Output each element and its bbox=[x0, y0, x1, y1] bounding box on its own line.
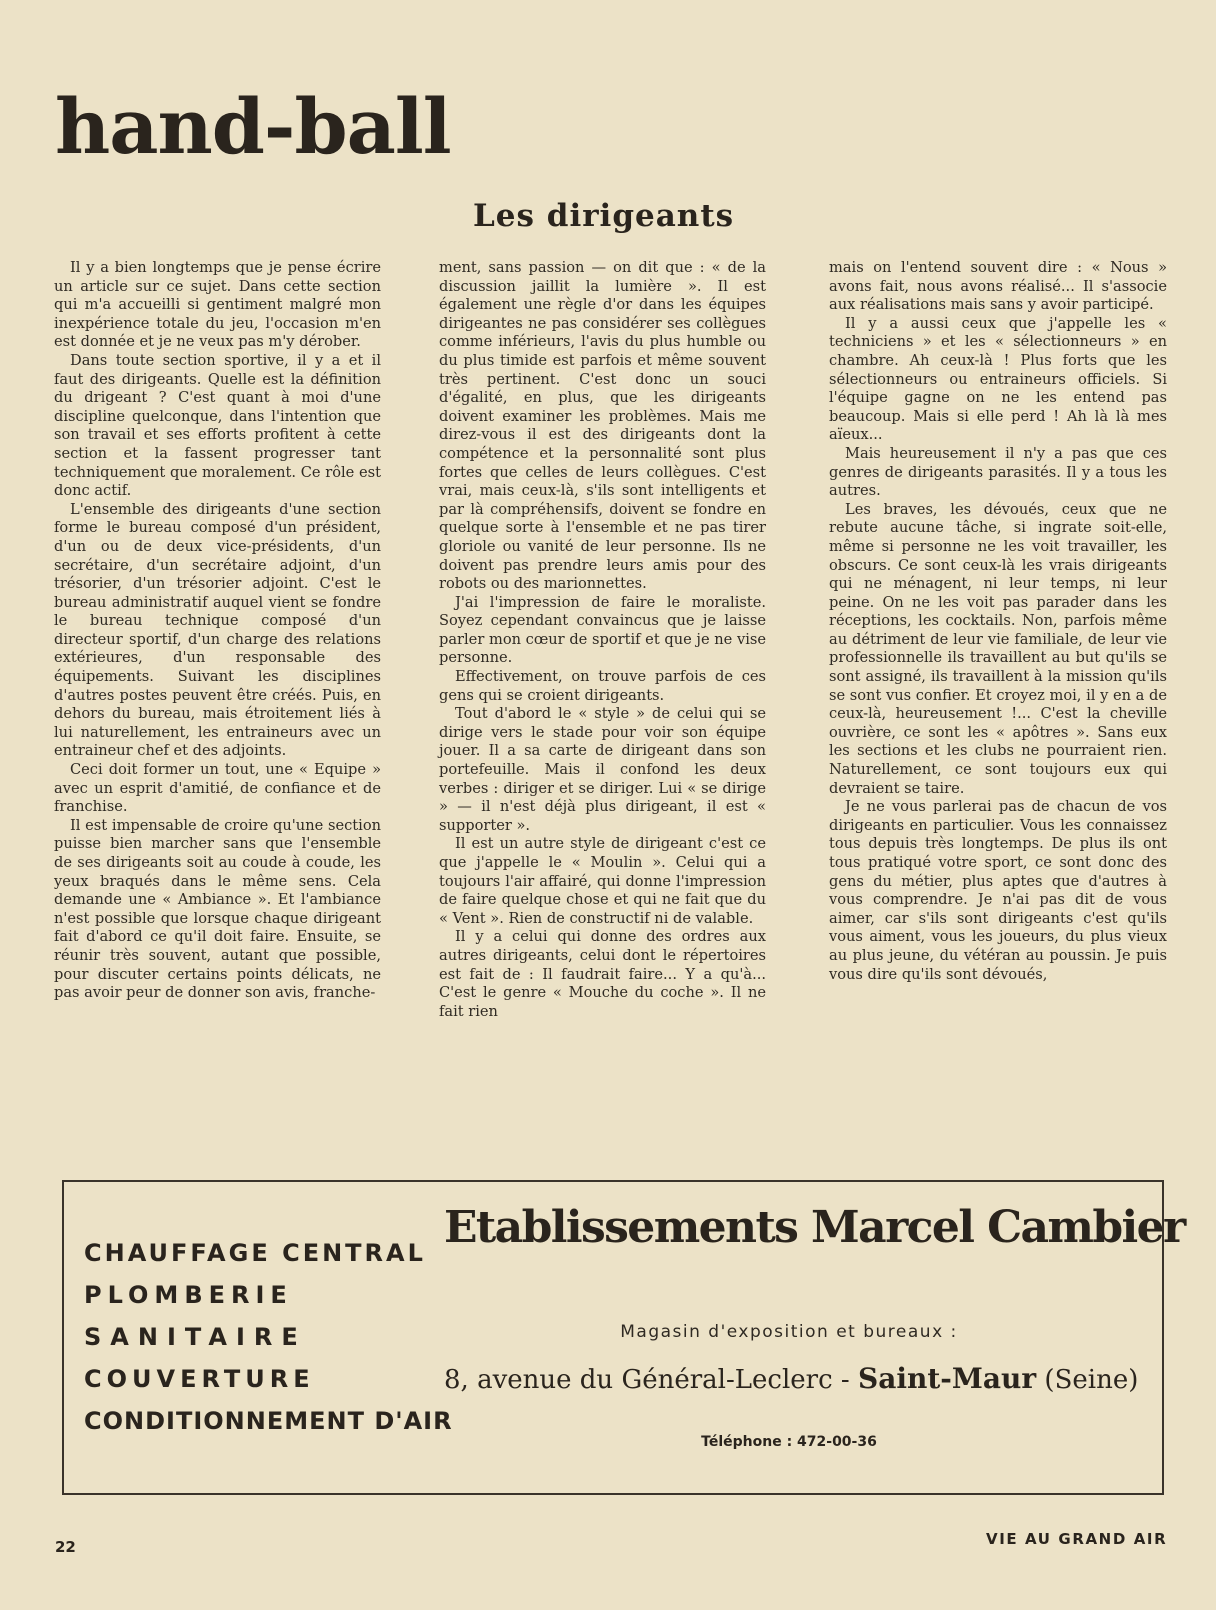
ad-service-item: PLOMBERIE bbox=[84, 1281, 293, 1309]
paragraph: Il y a celui qui donne des ordres aux autres dirigeants, celui dont le répertoires est fait de : Il faudrait faire... Y a qu'à... C'est le genre « Mouche du coche ». Il ne fait rien bbox=[439, 928, 766, 1020]
ad-address bbox=[444, 1362, 1139, 1395]
article-column-1 bbox=[54, 259, 381, 1003]
ad-service-item: COUVERTURE bbox=[84, 1365, 315, 1393]
ad-street: 8, avenue du Général-Leclerc - bbox=[444, 1365, 850, 1395]
paragraph: ment, sans passion — on dit que : « de la discussion jaillit la lumière ». Il est également une règle d'or dans les équipes dirigeantes ne pas considérer ses collègues comme inférieurs, l'avis du plus humble ou du plus timide est parfois et même souvent très pertinent. C'est donc un souci d'égalité, en plus, que les dirigeants doivent examiner les problèmes. Mais me direz-vous il est des dirigeants dont la compétence et la personnalité sont plus fortes que celles de leurs collègues. C'est vrai, mais ceux-là, s'ils sont intelligents et par là compréhensifs, doivent se fondre en quelque sorte à l'ensemble et ne pas tirer gloriole ou vanité de leur personne. Ils ne doivent pas prendre leurs amis pour des robots ou des marionnettes. bbox=[439, 259, 766, 593]
ad-showroom-line: Magasin d'exposition et bureaux : bbox=[620, 1322, 958, 1342]
paragraph: Il y a aussi ceux que j'appelle les « techniciens » et les « sélectionneurs » en chambre. Ah ceux-là ! Plus forts que les sélectionneurs ou entraineurs officiels. Si l'équipe gagne on ne les entend pas beaucoup. Mais si elle perd ! Ah là là mes aïeux... bbox=[829, 314, 1167, 444]
ad-service-item: SANITAIRE bbox=[84, 1323, 307, 1351]
advertisement-box bbox=[62, 1180, 1185, 1495]
paragraph: Mais heureusement il n'y a pas que ces genres de dirigeants parasités. Il y a tous les autres. bbox=[829, 444, 1167, 500]
ad-city: Saint-Maur bbox=[857, 1362, 1037, 1395]
paragraph: Effectivement, on trouve parfois de ces gens qui se croient dirigeants. bbox=[439, 668, 766, 704]
section-title: hand-ball bbox=[55, 82, 451, 171]
ad-service-item: CONDITIONNEMENT D'AIR bbox=[84, 1407, 453, 1435]
paragraph: mais on l'entend souvent dire : « Nous » avons fait, nous avons réalisé... Il s'associe aux réalisations mais sans y avoir participé. bbox=[829, 259, 1167, 314]
paragraph: Il est un autre style de dirigeant c'est ce que j'appelle le « Moulin ». Celui qui a toujours l'air affairé, qui donne l'impression de faire quelque chose et qui ne fait que du « Vent ». Rien de constructif ni de valable. bbox=[439, 835, 766, 927]
paragraph: Il est impensable de croire qu'une section puisse bien marcher sans que l'ensemble de ses dirigeants soit au coude à coude, les yeux braqués dans le même sens. Cela demande une « Ambiance ». Et l'ambiance n'est possible que lorsque chaque dirigeant fait d'abord ce qu'il doit faire. Ensuite, se réunir très souvent, autant que possible, pour discuter certains points délicats, ne pas avoir peur de donner son avis, franche- bbox=[54, 816, 381, 1002]
paragraph: Dans toute section sportive, il y a et il faut des dirigeants. Quelle est la définition du drigeant ? C'est quant à moi d'une discipline quelconque, dans l'intention que son travail et ses efforts profitent à cette section et la fassent progresser tant techniquement que moralement. Ce rôle est donc actif. bbox=[54, 351, 381, 500]
paragraph: Je ne vous parlerai pas de chacun de vos dirigeants en particulier. Vous les connaissez tous depuis très longtemps. De plus ils ont tous pratiqué votre sport, ce sont donc des gens du métier, plus aptes que d'autres à vous comprendre. Je n'ai pas dit de vous aimer, car s'ils sont dirigeants c'est qu'ils vous aiment, vous les joueurs, du plus vieux au plus jeune, du vétéran au poussin. Je puis vous dire qu'ils sont dévoués, bbox=[829, 798, 1167, 983]
paragraph: Il y a bien longtemps que je pense écrire un article sur ce sujet. Dans cette section qui m'a accueilli si gentiment malgré mon inexpérience totale du jeu, l'occasion m'en est donnée et je ne veux pas m'y dérober. bbox=[54, 259, 381, 351]
paragraph: J'ai l'impression de faire le moraliste. Soyez cependant convaincus que je laisse parler mon cœur de sportif et que je ne vise personne. bbox=[439, 593, 766, 667]
page-number: 22 bbox=[55, 1538, 76, 1556]
ad-services-list bbox=[84, 1232, 453, 1442]
paragraph: Ceci doit former un tout, une « Equipe » avec un esprit d'amitié, de confiance et de franchise. bbox=[54, 761, 381, 816]
paragraph: Les braves, les dévoués, ceux que ne rebute aucune tâche, si ingrate soit-elle, même si personne ne les voit travailler, les obscurs. Ce sont ceux-là les vrais dirigeants qui ne ménagent, ni leur temps, ni leur peine. On ne les voit pas parader dans les réceptions, les cocktails. Non, parfois même au détriment de leur vie familiale, de leur vie professionnelle ils travaillent au but qu'ils se sont assigné, ils travaillent à la mission qu'ils se sont vus confier. Et croyez moi, il y en a de ceux-là, heureusement !... C'est la cheville ouvrière, ce sont les « apôtres ». Sans eux les sections et les clubs ne pourraient rien. Naturellement, ce sont toujours eux qui devraient se taire. bbox=[829, 500, 1167, 797]
article-column-3 bbox=[829, 259, 1167, 984]
magazine-name: VIE AU GRAND AIR bbox=[986, 1530, 1168, 1548]
paragraph: L'ensemble des dirigeants d'une section forme le bureau composé d'un président, d'un ou de deux vice-présidents, d'un secrétaire, d'un secrétaire adjoint, d'un trésorier, d'un trésorier adjoint. C'est le bureau administratif auquel vient se fondre le bureau technique composé d'un directeur sportif, d'un charge des relations extérieures, d'un responsable des équipements. Suivant les disciplines d'autres postes peuvent être créés. Puis, en dehors du bureau, mais étroitement liés à lui naturellement, les entraineurs avec un entraineur chef et des adjoints. bbox=[54, 500, 381, 760]
article-title: Les dirigeants bbox=[473, 198, 735, 234]
ad-phone: Téléphone : 472-00-36 bbox=[701, 1434, 877, 1450]
ad-service-item: CHAUFFAGE CENTRAL bbox=[84, 1239, 426, 1267]
article-column-2 bbox=[439, 259, 766, 1021]
paragraph: Tout d'abord le « style » de celui qui se dirige vers le stade pour voir son équipe jouer. Il a sa carte de dirigeant dans son portefeuille. Mais il confond les deux verbes : diriger et se diriger. Lui « se dirige » — il n'est déjà plus dirigeant, il est « supporter ». bbox=[439, 705, 766, 834]
ad-region: (Seine) bbox=[1044, 1365, 1139, 1395]
ad-company-name: Etablissements Marcel Cambier bbox=[444, 1202, 1185, 1253]
